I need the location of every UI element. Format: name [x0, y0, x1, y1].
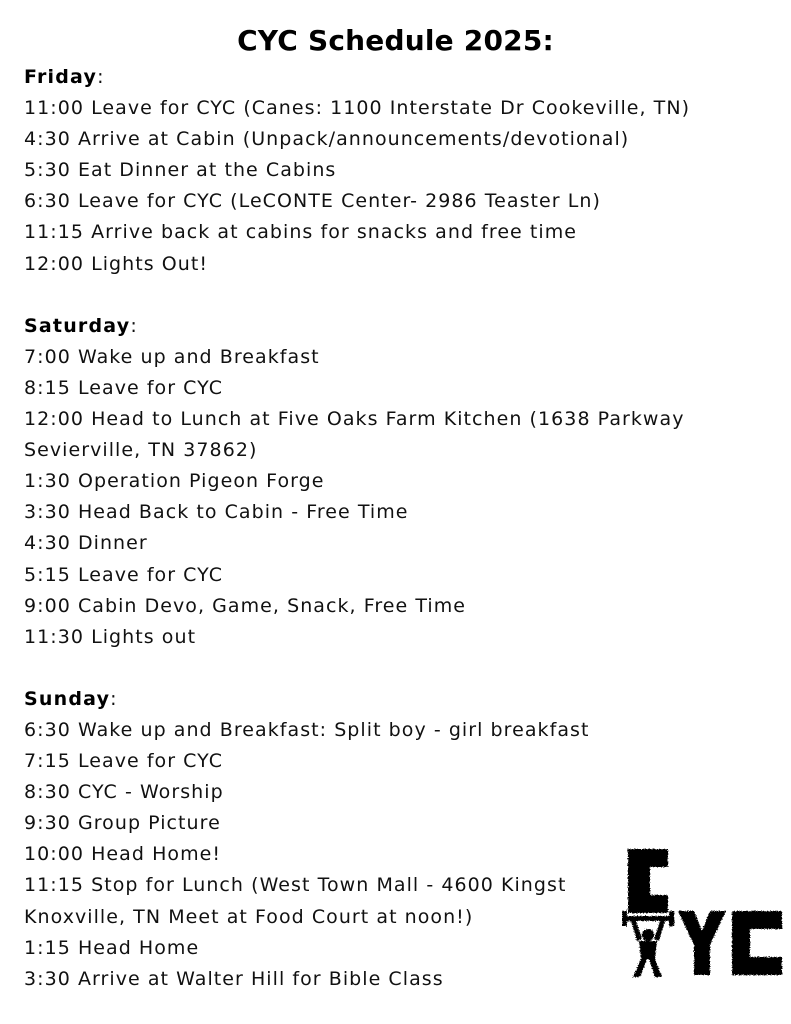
schedule-item: 4:30 Dinner	[24, 532, 148, 555]
schedule-item: 10:00 Head Home!	[24, 843, 222, 866]
day-heading-saturday: Saturday:	[24, 314, 138, 337]
schedule-item: 12:00 Head to Lunch at Five Oaks Farm Kitchen (1638 Parkway	[24, 408, 685, 431]
day-name: Saturday	[24, 314, 131, 337]
schedule-item: 7:15 Leave for CYC	[24, 750, 224, 773]
day-heading-friday: Friday:	[24, 66, 105, 88]
schedule-item: Sevierville, TN 37862)	[24, 439, 258, 462]
schedule-item: 1:15 Head Home	[24, 936, 200, 959]
day-heading-sunday: Sunday:	[24, 687, 118, 710]
day-name: Sunday	[24, 687, 111, 710]
cyc-logo	[622, 843, 787, 980]
schedule-item: 3:30 Head Back to Cabin - Free Time	[24, 501, 409, 524]
section-spacer	[24, 653, 784, 684]
schedule-item: 8:30 CYC - Worship	[24, 781, 224, 804]
schedule-item: 5:30 Eat Dinner at the Cabins	[24, 159, 337, 182]
schedule-item: Knoxville, TN Meet at Food Court at noon!)	[24, 905, 474, 928]
weightlifter-icon	[622, 911, 674, 977]
page-title: CYC Schedule 2025:	[237, 24, 554, 57]
schedule-item: 11:15 Arrive back at cabins for snacks and free time	[24, 221, 578, 244]
schedule-item: 11:00 Leave for CYC (Canes: 1100 Interstate Dr Cookeville, TN)	[24, 97, 691, 120]
schedule-item: 5:15 Leave for CYC	[24, 563, 224, 586]
schedule-item: 3:30 Arrive at Walter Hill for Bible Class	[24, 967, 444, 990]
schedule-item: 9:30 Group Picture	[24, 812, 221, 835]
schedule-item: 11:30 Lights out	[24, 625, 197, 648]
schedule-item: 4:30 Arrive at Cabin (Unpack/announcements/devotional)	[24, 128, 630, 151]
schedule-item: 7:00 Wake up and Breakfast	[24, 345, 320, 368]
schedule-item: 1:30 Operation Pigeon Forge	[24, 470, 325, 493]
schedule-item: 6:30 Wake up and Breakfast: Split boy - girl breakfast	[24, 718, 590, 741]
day-name: Friday	[24, 66, 98, 88]
section-spacer	[24, 280, 784, 311]
schedule-item: 11:15 Stop for Lunch (West Town Mall - 4600 Kingst	[24, 874, 567, 897]
schedule-item: 9:00 Cabin Devo, Game, Snack, Free Time	[24, 594, 467, 617]
schedule-item: 6:30 Leave for CYC (LeCONTE Center- 2986 Teaster Ln)	[24, 190, 601, 213]
schedule-item: 8:15 Leave for CYC	[24, 376, 224, 399]
schedule-item: 12:00 Lights Out!	[24, 252, 209, 275]
